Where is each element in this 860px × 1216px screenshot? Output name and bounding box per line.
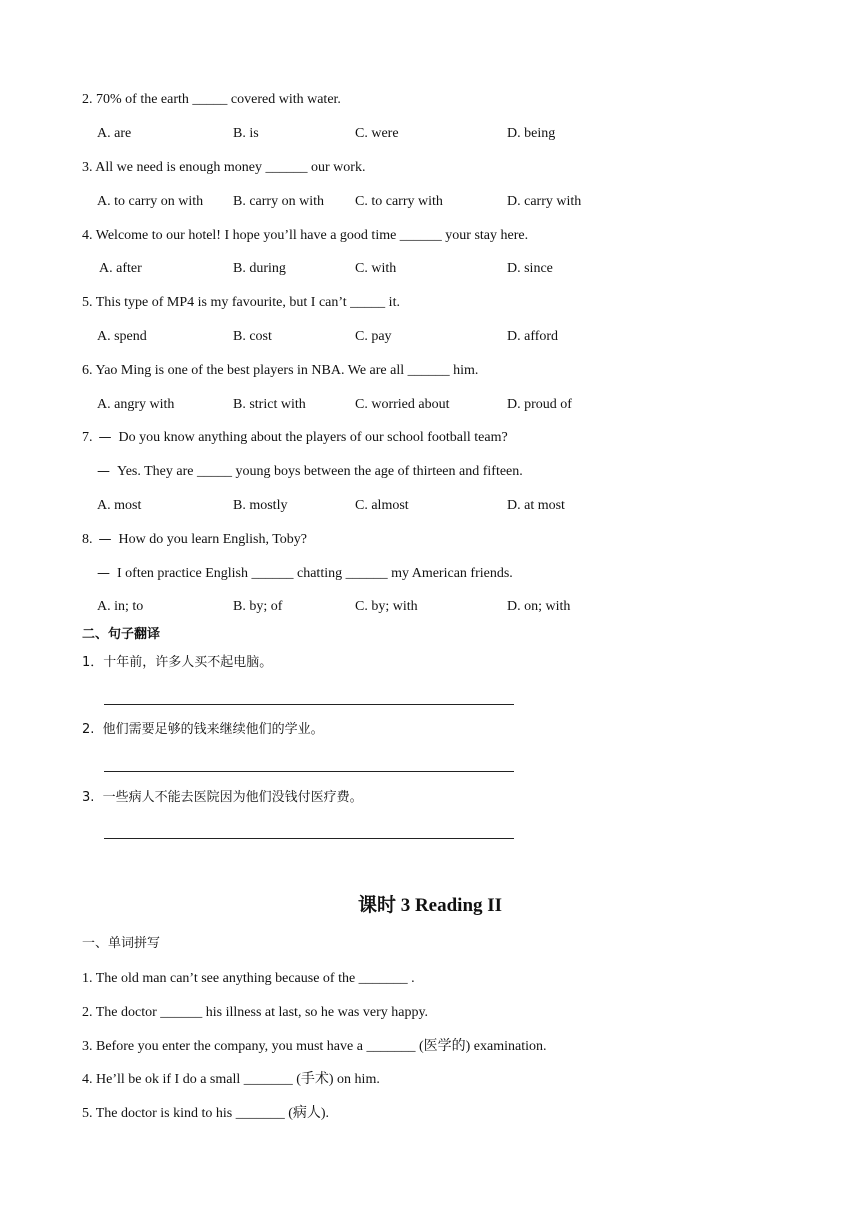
question-5-stem: 5. This type of MP4 is my favourite, but I can’t _____ it. xyxy=(82,295,400,310)
spelling-item-5: 5. The doctor is kind to his _______ (病人). xyxy=(82,1106,330,1121)
question-7-reply-line xyxy=(97,463,523,481)
question-8-reply-dash: — xyxy=(97,566,110,581)
translation-item-3: 3. 一些病人不能去医院因为他们没钱付医疗费。 xyxy=(82,790,363,805)
question-6-option-c: C. worried about xyxy=(355,397,450,412)
question-5-option-a: A. spend xyxy=(97,329,147,344)
question-4-stem: 4. Welcome to our hotel! I hope you’ll have a good time ______ your stay here. xyxy=(82,228,529,243)
question-8-option-d: D. on; with xyxy=(507,599,571,614)
question-3-stem: 3. All we need is enough money ______ our work. xyxy=(82,160,366,175)
question-8-reply: I often practice English ______ chatting ______ my American friends. xyxy=(117,566,513,581)
question-8-stem: How do you learn English, Toby? xyxy=(118,532,308,547)
question-6-stem: 6. Yao Ming is one of the best players in NBA. We are all ______ him. xyxy=(82,363,479,378)
answer-line-3 xyxy=(104,838,514,839)
spelling-item-2: 2. The doctor ______ his illness at last, so he was very happy. xyxy=(82,1005,429,1020)
question-2-option-a: A. are xyxy=(97,126,132,141)
question-3-option-b: B. carry on with xyxy=(233,194,324,209)
question-3-option-d: D. carry with xyxy=(507,194,582,209)
question-5-option-c: C. pay xyxy=(355,329,392,344)
answer-line-1 xyxy=(104,704,514,705)
lesson-heading: 课时 3 Reading II xyxy=(357,895,503,916)
question-7-option-d: D. at most xyxy=(507,498,565,513)
spelling-item-4: 4. He’ll be ok if I do a small _______ (手术) on him. xyxy=(82,1072,380,1087)
question-8-option-a: A. in; to xyxy=(97,599,144,614)
question-8-dash: — xyxy=(98,532,112,547)
question-3-option-a: A. to carry on with xyxy=(97,194,204,209)
question-5-option-b: B. cost xyxy=(233,329,272,344)
question-4-option-d: D. since xyxy=(507,261,553,276)
question-2-option-d: D. being xyxy=(507,126,556,141)
translation-item-2: 2. 他们需要足够的钱来继续他们的学业。 xyxy=(82,722,324,737)
question-3-option-c: C. to carry with xyxy=(355,194,443,209)
question-2-stem: 2. 70% of the earth _____ covered with water. xyxy=(82,92,341,107)
question-2-option-b: B. is xyxy=(233,126,259,141)
question-7-option-b: B. mostly xyxy=(233,498,288,513)
question-2-option-c: C. were xyxy=(355,126,399,141)
answer-line-2 xyxy=(104,771,514,772)
question-8-option-b: B. by; of xyxy=(233,599,283,614)
question-7-reply: Yes. They are _____ young boys between the age of thirteen and fifteen. xyxy=(117,464,523,479)
question-7-option-a: A. most xyxy=(97,498,142,513)
question-6-option-d: D. proud of xyxy=(507,397,572,412)
question-4-option-c: C. with xyxy=(355,261,397,276)
question-8-stem-line xyxy=(82,531,307,549)
translation-section-title: 二、句子翻译 xyxy=(82,627,161,642)
spelling-item-1: 1. The old man can’t see anything because of the _______ . xyxy=(82,971,415,986)
translation-item-1: 1．十年前，许多人买不起电脑。 xyxy=(82,655,273,670)
question-8-option-c: C. by; with xyxy=(355,599,418,614)
question-7-reply-dash: — xyxy=(97,464,110,479)
question-4-option-a: A. after xyxy=(99,261,142,276)
question-7-stem: Do you know anything about the players of our school football team? xyxy=(118,430,508,445)
question-8-number: 8. xyxy=(82,532,93,547)
question-7-option-c: C. almost xyxy=(355,498,409,513)
spelling-item-3: 3. Before you enter the company, you must have a _______ (医学的) examination. xyxy=(82,1039,547,1054)
question-4-option-b: B. during xyxy=(233,261,286,276)
question-6-option-a: A. angry with xyxy=(97,397,175,412)
question-7-dash: — xyxy=(98,430,112,445)
spelling-section-title: 一、单词拼写 xyxy=(82,936,161,951)
question-7-number: 7. xyxy=(82,430,93,445)
question-6-option-b: B. strict with xyxy=(233,397,306,412)
question-8-reply-line xyxy=(97,565,513,583)
question-5-option-d: D. afford xyxy=(507,329,559,344)
question-7-stem-line xyxy=(82,429,508,447)
